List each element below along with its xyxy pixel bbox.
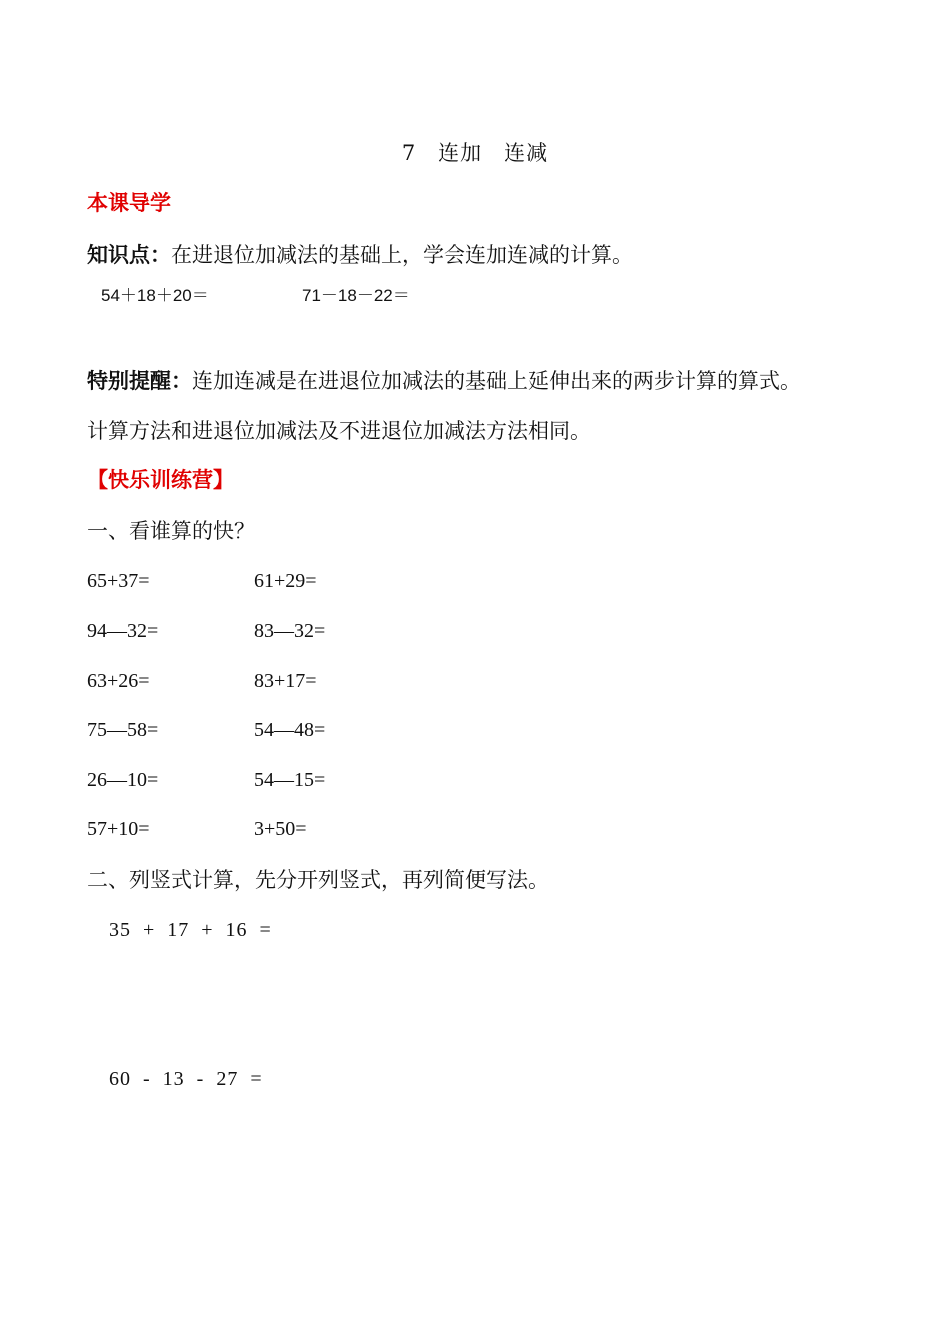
training-heading: 【快乐训练营】 [87,468,234,492]
knowledge-label: 知识点： [87,243,171,267]
exercise-item: 83+17= [254,670,317,692]
exercise-item: 83—32= [254,620,326,642]
section-1-title: 一、看谁算的快？ [87,519,255,543]
reminder-text: 连加连减是在进退位加减法的基础上延伸出来的两步计算的算式。 [192,369,801,393]
exercise-item: 54—48= [254,719,326,741]
vertical-calc-item-1: 35 + 17 + 16 = [109,919,272,941]
exercise-item: 65+37= [87,570,150,592]
knowledge-point [87,241,633,269]
page-title: 7 连加 连减 [401,141,549,165]
exercise-item: 94—32= [87,620,159,642]
exercise-item: 54—15= [254,769,326,791]
exercise-item: 3+50= [254,818,307,840]
exercise-item: 26—10= [87,769,159,791]
exercise-item: 63+26= [87,670,150,692]
exercise-item: 61+29= [254,570,317,592]
example-equation-2: 71－18－22＝ [302,286,410,305]
example-equation-1: 54＋18＋20＝ [101,286,209,305]
exercise-item: 57+10= [87,818,150,840]
reminder-label: 特别提醒： [87,369,192,393]
special-reminder [87,367,801,395]
intro-heading: 本课导学 [87,191,171,215]
exercise-item: 75—58= [87,719,159,741]
vertical-calc-item-2: 60 - 13 - 27 = [109,1068,263,1090]
section-2-title: 二、列竖式计算，先分开列竖式，再列简便写法。 [87,868,549,892]
knowledge-text: 在进退位加减法的基础上，学会连加连减的计算。 [171,243,633,267]
reminder-text-continued: 计算方法和进退位加减法及不进退位加减法方法相同。 [87,419,591,443]
